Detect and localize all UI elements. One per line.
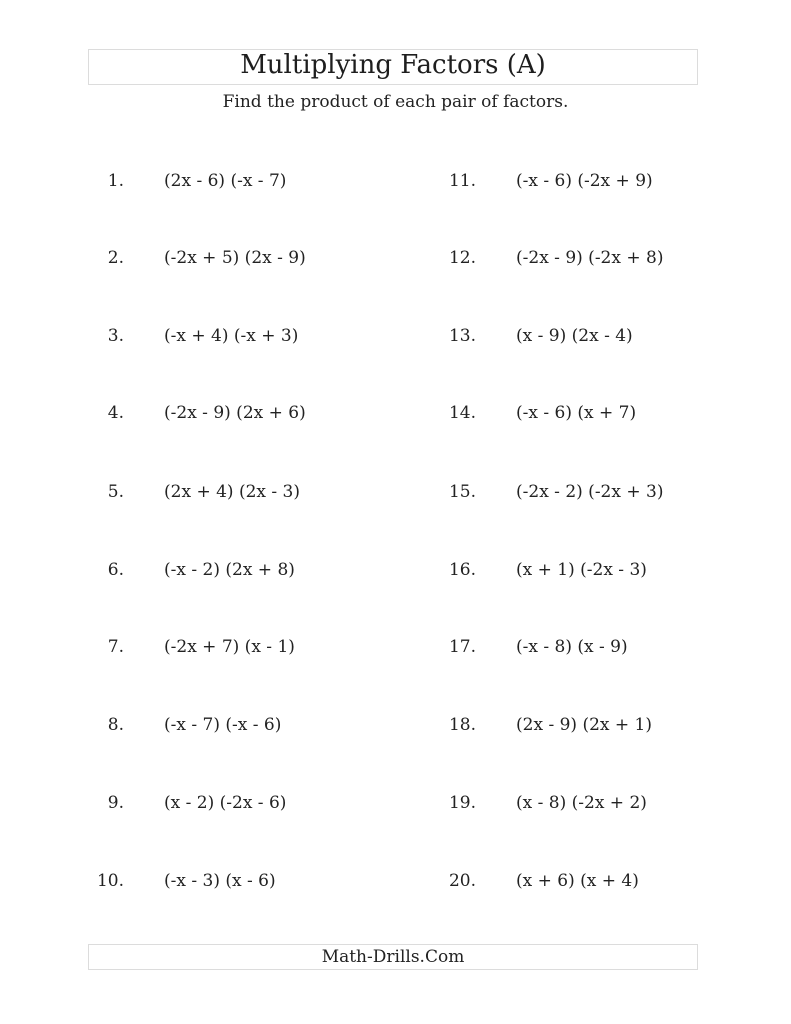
problem-expression: (-x - 7) (-x - 6): [164, 715, 282, 735]
problem-number: 4.: [107, 403, 124, 423]
problem-expression: (x - 9) (2x - 4): [516, 326, 633, 346]
problem-expression: (-x - 3) (x - 6): [164, 871, 276, 891]
problem-expression: (-2x - 9) (-2x + 8): [516, 248, 664, 268]
problem-expression: (-2x + 7) (x - 1): [164, 637, 295, 657]
problem-expression: (2x - 6) (-x - 7): [164, 171, 287, 191]
problem-expression: (2x - 9) (2x + 1): [516, 715, 652, 735]
problem-expression: (-x + 4) (-x + 3): [164, 326, 299, 346]
problem-expression: (-x - 6) (x + 7): [516, 403, 637, 423]
problem-number: 18.: [448, 715, 476, 735]
problem-number: 14.: [448, 403, 476, 423]
problem-number: 5.: [107, 482, 124, 502]
problem-number: 9.: [107, 793, 124, 813]
problem-number: 2.: [107, 248, 124, 268]
problem-number: 12.: [448, 248, 476, 268]
problem-number: 10.: [96, 871, 124, 891]
problem-number: 17.: [448, 637, 476, 657]
problem-expression: (-2x - 9) (2x + 6): [164, 403, 306, 423]
problem-number: 1.: [107, 171, 124, 191]
problem-number: 13.: [448, 326, 476, 346]
problem-expression: (x - 2) (-2x - 6): [164, 793, 287, 813]
problem-expression: (x + 1) (-2x - 3): [516, 560, 647, 580]
problem-number: 16.: [448, 560, 476, 580]
problem-number: 15.: [448, 482, 476, 502]
problem-expression: (-2x + 5) (2x - 9): [164, 248, 306, 268]
problem-number: 6.: [107, 560, 124, 580]
problem-expression: (x - 8) (-2x + 2): [516, 793, 647, 813]
instructions: Find the product of each pair of factors.: [222, 92, 569, 112]
problem-number: 7.: [107, 637, 124, 657]
problem-expression: (-x - 8) (x - 9): [516, 637, 628, 657]
problem-number: 19.: [448, 793, 476, 813]
problem-number: 8.: [107, 715, 124, 735]
problem-number: 3.: [107, 326, 124, 346]
problem-number: 20.: [448, 871, 476, 891]
problem-expression: (-2x - 2) (-2x + 3): [516, 482, 664, 502]
footer-credit: Math-Drills.Com: [321, 947, 465, 967]
problem-expression: (x + 6) (x + 4): [516, 871, 639, 891]
footer-box: [88, 944, 698, 970]
problem-expression: (2x + 4) (2x - 3): [164, 482, 300, 502]
problem-expression: (-x - 2) (2x + 8): [164, 560, 295, 580]
problem-expression: (-x - 6) (-2x + 9): [516, 171, 653, 191]
page-title: Multiplying Factors (A): [240, 50, 546, 80]
problem-number: 11.: [448, 171, 476, 191]
